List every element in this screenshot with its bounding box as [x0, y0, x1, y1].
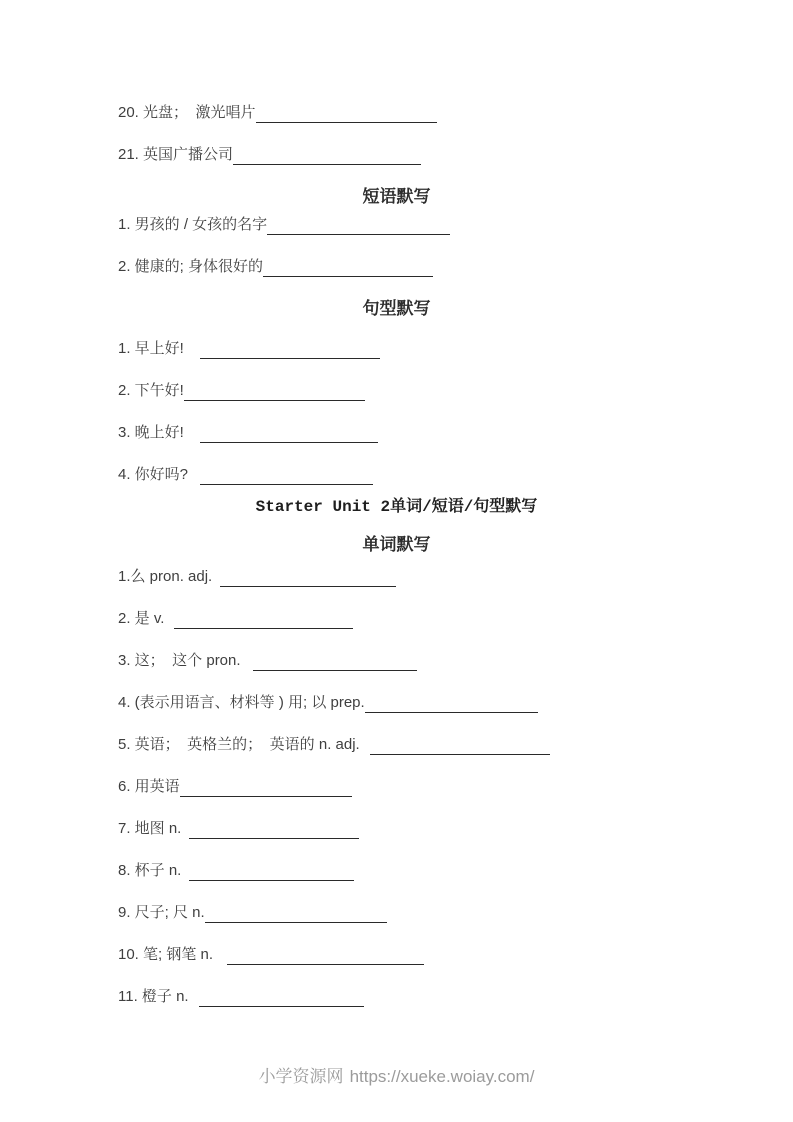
phrase-section-heading: 短语默写	[362, 187, 431, 206]
item-label: 4. (表示用语言、材料等 ) 用; 以 prep.	[118, 694, 365, 711]
answer-blank	[184, 383, 365, 401]
list-item	[0, 945, 793, 965]
list-item	[0, 381, 793, 401]
item-label: 6. 用英语	[118, 778, 180, 795]
item-label: 9. 尺子; 尺 n.	[118, 904, 205, 921]
list-item	[0, 339, 793, 359]
footer-site-name: 小学资源网	[258, 1067, 344, 1086]
answer-blank	[263, 259, 433, 277]
answer-blank	[256, 105, 437, 123]
list-item	[0, 777, 793, 797]
item-label: 7. 地图 n.	[118, 820, 182, 837]
answer-blank	[189, 863, 354, 881]
list-item	[0, 609, 793, 629]
item-label: 1. 早上好!	[118, 340, 184, 357]
list-item	[0, 465, 793, 485]
list-item	[0, 861, 793, 881]
item-label: 21. 英国广播公司	[118, 146, 234, 163]
answer-blank	[200, 341, 380, 359]
phrase-list	[0, 215, 793, 277]
answer-blank	[370, 737, 550, 755]
word-list	[0, 567, 793, 1007]
list-item	[0, 423, 793, 443]
list-item	[0, 819, 793, 839]
answer-blank	[199, 989, 364, 1007]
item-label: 10. 笔; 钢笔 n.	[118, 946, 214, 963]
sentence-section-heading: 句型默写	[362, 299, 431, 318]
item-label: 5. 英语； 英格兰的； 英语的 n. adj.	[118, 736, 360, 753]
item-label: 2. 健康的; 身体很好的	[118, 258, 264, 275]
answer-blank	[253, 653, 417, 671]
answer-blank	[200, 467, 373, 485]
word-section-heading: 单词默写	[362, 535, 431, 554]
list-item	[0, 693, 793, 713]
answer-blank	[180, 779, 352, 797]
list-item	[0, 735, 793, 755]
answer-blank	[233, 147, 421, 165]
list-item	[0, 567, 793, 587]
answer-blank	[200, 425, 378, 443]
answer-blank	[365, 695, 538, 713]
page-footer	[0, 1066, 793, 1088]
answer-blank	[220, 569, 396, 587]
word-list-continued	[0, 103, 793, 165]
item-label: 2. 是 v.	[118, 610, 165, 627]
list-item	[0, 145, 793, 165]
answer-blank	[205, 905, 387, 923]
answer-blank	[267, 217, 450, 235]
item-label: 1.么 pron. adj.	[118, 568, 213, 585]
item-label: 3. 晚上好!	[118, 424, 184, 441]
list-item	[0, 257, 793, 277]
item-label: 4. 你好吗?	[118, 466, 189, 483]
list-item	[0, 987, 793, 1007]
sentence-list	[0, 339, 793, 485]
item-label: 1. 男孩的 / 女孩的名字	[118, 216, 268, 233]
item-label: 2. 下午好!	[118, 382, 184, 399]
footer-site-url: https://xueke.woiay.com/	[349, 1067, 535, 1086]
answer-blank	[174, 611, 353, 629]
list-item	[0, 903, 793, 923]
item-label: 8. 杯子 n.	[118, 862, 182, 879]
answer-blank	[227, 947, 424, 965]
item-label: 11. 橙子 n.	[118, 988, 189, 1005]
list-item	[0, 651, 793, 671]
item-label: 3. 这； 这个 pron.	[118, 652, 241, 669]
answer-blank	[189, 821, 359, 839]
list-item	[0, 215, 793, 235]
list-item	[0, 103, 793, 123]
item-label: 20. 光盘； 激光唱片	[118, 104, 256, 121]
unit-title: Starter Unit 2单词/短语/句型默写	[255, 498, 538, 516]
